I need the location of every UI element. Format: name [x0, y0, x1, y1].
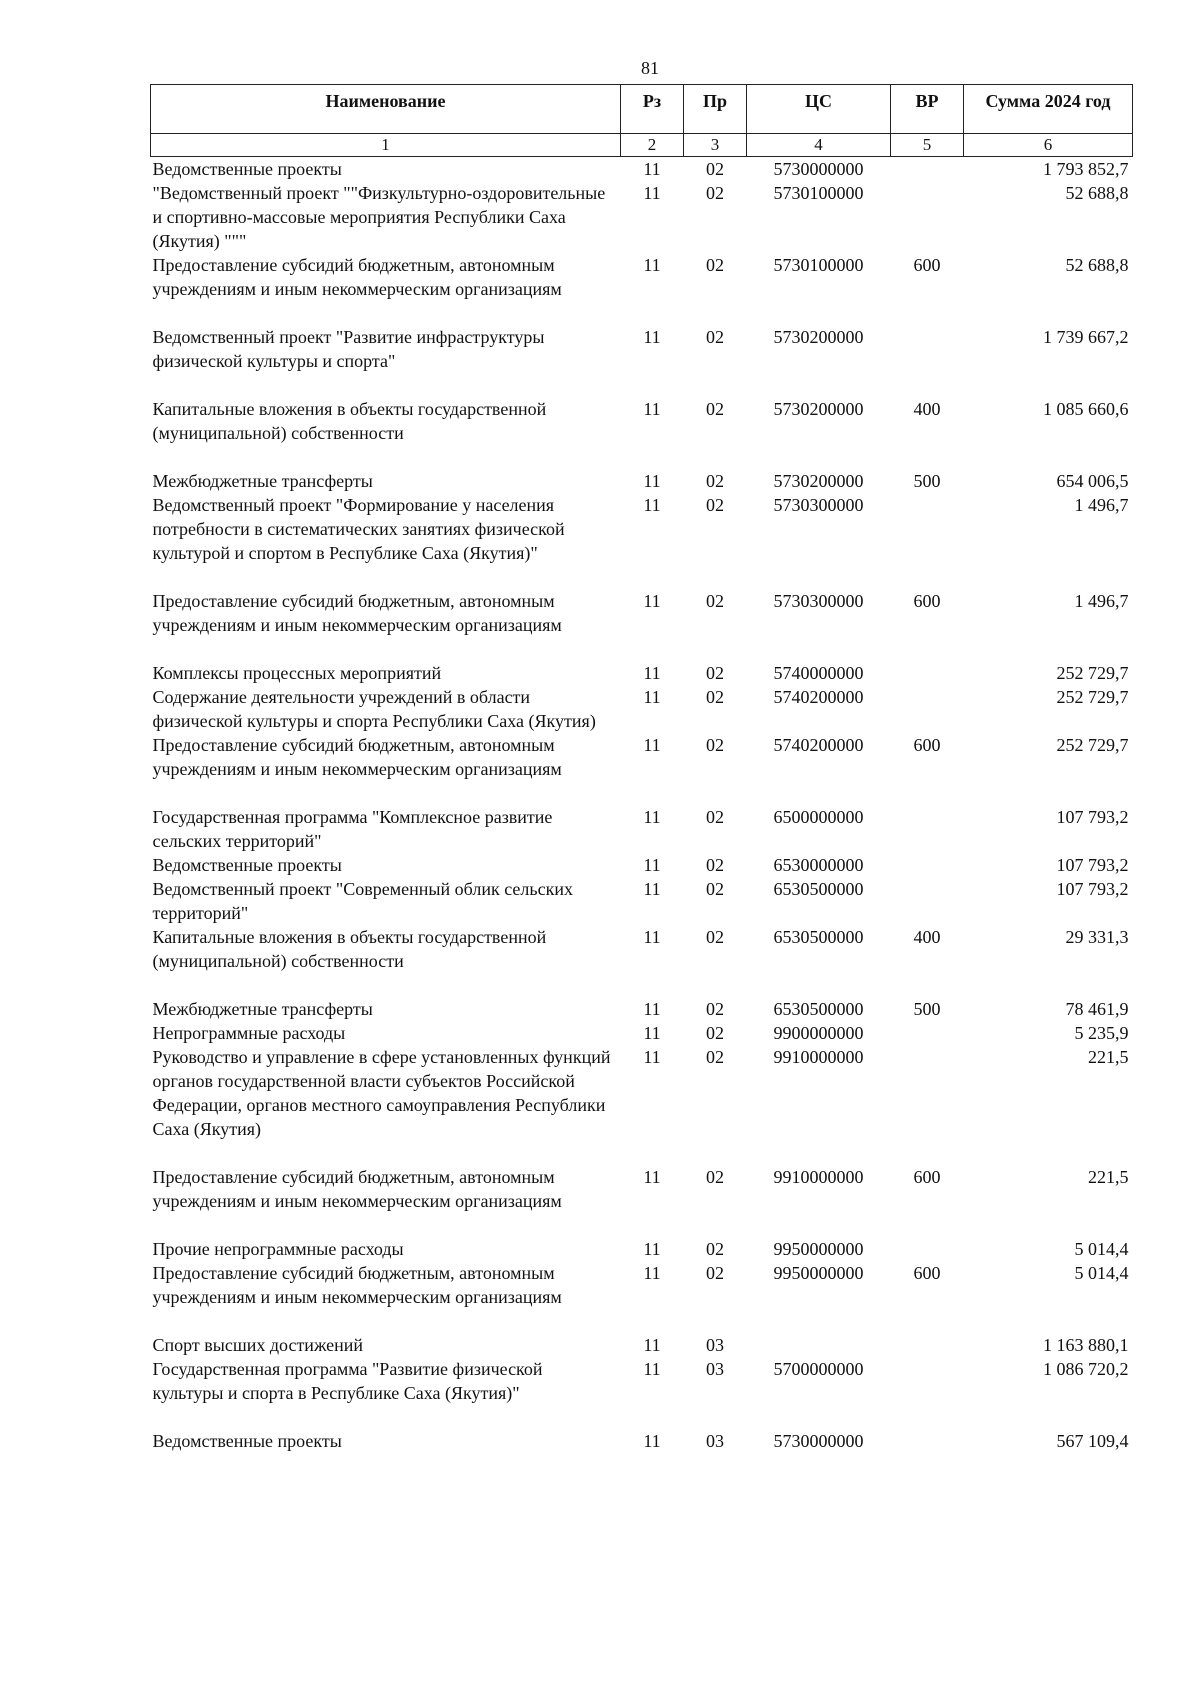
table-row: [151, 325, 1133, 397]
row-sum: 252 729,7: [1056, 687, 1129, 707]
row-sum: 52 688,8: [1065, 255, 1129, 275]
row-name: Предоставление субсидий бюджетным, автономным учреждениям и иным некоммерческим организациям: [152, 1263, 562, 1307]
row-pr: 02: [706, 471, 724, 491]
row-pr: 02: [706, 1167, 724, 1187]
row-pr: 02: [706, 807, 724, 827]
table-row: [151, 733, 1133, 805]
row-cs: 5740200000: [773, 687, 864, 707]
row-name: Государственная программа "Развитие физической культуры и спорта в Республике Саха (Якутия)": [152, 1359, 543, 1403]
row-sum: 78 461,9: [1065, 999, 1129, 1019]
column-number: 1: [151, 134, 621, 157]
row-cs: 5730100000: [773, 183, 864, 203]
row-cs: 6500000000: [773, 807, 864, 827]
row-rz: 11: [643, 687, 661, 707]
row-name: Прочие непрограммные расходы: [152, 1239, 404, 1259]
row-rz: 11: [643, 471, 661, 491]
row-sum: 252 729,7: [1056, 735, 1129, 755]
row-pr: 02: [706, 159, 724, 179]
table-row: [151, 1429, 1133, 1453]
row-name: Руководство и управление в сфере установленных функций органов государственной власти субъектов Российской Федерации, органов местного самоуправления Республики Саха (Якутия): [152, 1047, 611, 1139]
row-sum: 221,5: [1088, 1047, 1129, 1067]
row-rz: 11: [643, 879, 661, 899]
row-name: Ведомственные проекты: [152, 1431, 342, 1451]
row-vr: 600: [913, 1263, 941, 1283]
row-name: Ведомственный проект "Современный облик сельских территорий": [152, 879, 573, 923]
table-row: [151, 1357, 1133, 1429]
table-row: [151, 1045, 1133, 1165]
table-row: [151, 493, 1133, 589]
row-rz: 11: [643, 1359, 661, 1379]
row-vr: [891, 325, 964, 397]
table-row: [151, 685, 1133, 733]
row-name: Спорт высших достижений: [152, 1335, 364, 1355]
row-name: Межбюджетные трансферты: [152, 471, 373, 491]
row-cs: 9900000000: [773, 1023, 864, 1043]
table-body: [151, 157, 1133, 1454]
table-row: [151, 397, 1133, 469]
table-row: [151, 925, 1133, 997]
row-sum: 107 793,2: [1056, 807, 1129, 827]
row-vr: [891, 805, 964, 853]
row-cs: [747, 1333, 891, 1357]
row-vr: [891, 661, 964, 685]
row-vr: [891, 853, 964, 877]
header-row: [151, 85, 1133, 134]
row-sum: 1 739 667,2: [1043, 327, 1129, 347]
row-pr: 02: [706, 879, 724, 899]
row-sum: 1 086 720,2: [1043, 1359, 1129, 1379]
table-row: [151, 181, 1133, 253]
row-pr: 02: [706, 591, 724, 611]
row-vr: [891, 1357, 964, 1429]
row-vr: [891, 181, 964, 253]
row-vr: 600: [913, 591, 941, 611]
row-rz: 11: [643, 999, 661, 1019]
row-cs: 9910000000: [773, 1167, 864, 1187]
row-vr: [891, 157, 964, 182]
row-pr: 02: [706, 999, 724, 1019]
row-vr: [891, 1429, 964, 1453]
row-name: Предоставление субсидий бюджетным, автономным учреждениям и иным некоммерческим организациям: [152, 591, 562, 635]
row-rz: 11: [643, 735, 661, 755]
row-name: Комплексы процессных мероприятий: [152, 663, 442, 683]
row-cs: 6530500000: [773, 879, 864, 899]
row-sum: 252 729,7: [1056, 663, 1129, 683]
row-rz: 11: [643, 399, 661, 419]
table-row: [151, 805, 1133, 853]
column-number: 6: [964, 134, 1133, 157]
row-vr: 600: [913, 255, 941, 275]
budget-table-container: [150, 84, 1132, 1453]
row-rz: 11: [643, 1047, 661, 1067]
row-rz: 11: [643, 591, 661, 611]
row-cs: 5730300000: [773, 591, 864, 611]
row-pr: 02: [706, 495, 724, 515]
row-sum: 5 014,4: [1074, 1263, 1129, 1283]
column-number: 5: [891, 134, 964, 157]
row-cs: 6530500000: [773, 927, 864, 947]
row-pr: 02: [706, 735, 724, 755]
row-rz: 11: [643, 855, 661, 875]
row-sum: 107 793,2: [1056, 855, 1129, 875]
table-row: [151, 1261, 1133, 1333]
row-cs: 5730000000: [773, 159, 864, 179]
row-sum: 1 085 660,6: [1043, 399, 1129, 419]
row-rz: 11: [643, 255, 661, 275]
row-sum: 52 688,8: [1065, 183, 1129, 203]
column-number: 3: [684, 134, 747, 157]
table-row: [151, 997, 1133, 1021]
row-pr: 02: [706, 183, 724, 203]
row-vr: [891, 1045, 964, 1165]
row-vr: [891, 877, 964, 925]
table-row: [151, 877, 1133, 925]
header-vr: ВР: [891, 85, 964, 134]
row-cs: 9910000000: [773, 1047, 864, 1067]
row-cs: 5730200000: [773, 471, 864, 491]
row-vr: [891, 685, 964, 733]
row-pr: 02: [706, 927, 724, 947]
row-name: Ведомственные проекты: [152, 855, 342, 875]
row-name: Предоставление субсидий бюджетным, автономным учреждениям и иным некоммерческим организациям: [152, 1167, 562, 1211]
row-rz: 11: [643, 1023, 661, 1043]
row-vr: 500: [913, 471, 941, 491]
row-name: Предоставление субсидий бюджетным, автономным учреждениям и иным некоммерческим организациям: [152, 255, 562, 299]
row-sum: 654 006,5: [1056, 471, 1129, 491]
row-name: Непрограммные расходы: [152, 1023, 346, 1043]
row-cs: 9950000000: [773, 1239, 864, 1259]
header-pr: Пр: [684, 85, 747, 134]
column-number-row: [151, 134, 1133, 157]
row-cs: 5740200000: [773, 735, 864, 755]
row-cs: 5730000000: [773, 1431, 864, 1451]
row-cs: 5740000000: [773, 663, 864, 683]
table-header: [151, 85, 1133, 157]
row-name: Предоставление субсидий бюджетным, автономным учреждениям и иным некоммерческим организациям: [152, 735, 562, 779]
row-pr: 02: [706, 855, 724, 875]
table-row: [151, 589, 1133, 661]
row-sum: 1 496,7: [1074, 495, 1129, 515]
table-row: [151, 1237, 1133, 1261]
row-vr: 500: [913, 999, 941, 1019]
row-sum: 1 793 852,7: [1043, 159, 1129, 179]
row-vr: 400: [913, 927, 941, 947]
row-pr: 03: [706, 1359, 724, 1379]
row-name: Межбюджетные трансферты: [152, 999, 373, 1019]
row-name: Содержание деятельности учреждений в области физической культуры и спорта Республики Саха (Якутия): [152, 687, 596, 731]
row-rz: 11: [643, 1431, 661, 1451]
row-pr: 02: [706, 1263, 724, 1283]
row-rz: 11: [643, 1167, 661, 1187]
row-sum: 5 014,4: [1074, 1239, 1129, 1259]
row-name: Государственная программа "Комплексное развитие сельских территорий": [152, 807, 553, 851]
row-cs: 5730200000: [773, 327, 864, 347]
header-name: Наименование: [151, 85, 621, 134]
row-rz: 11: [643, 1239, 661, 1259]
row-vr: 600: [913, 735, 941, 755]
row-cs: 5730100000: [773, 255, 864, 275]
row-cs: 9950000000: [773, 1263, 864, 1283]
row-rz: 11: [643, 159, 661, 179]
row-vr: [891, 1333, 964, 1357]
row-rz: 11: [643, 183, 661, 203]
table-row: [151, 469, 1133, 493]
row-name: Ведомственные проекты: [152, 159, 342, 179]
row-vr: [891, 493, 964, 589]
row-pr: 02: [706, 687, 724, 707]
row-pr: 02: [706, 399, 724, 419]
row-sum: 567 109,4: [1056, 1431, 1129, 1451]
header-sum: Сумма 2024 год: [964, 85, 1133, 134]
budget-table: [150, 84, 1133, 1453]
column-number: 4: [747, 134, 891, 157]
row-cs: 5730300000: [773, 495, 864, 515]
row-cs: 5730200000: [773, 399, 864, 419]
header-rz: Рз: [621, 85, 684, 134]
row-pr: 02: [706, 1047, 724, 1067]
row-pr: 03: [706, 1335, 724, 1355]
row-sum: 29 331,3: [1065, 927, 1129, 947]
table-row: [151, 1165, 1133, 1237]
header-cs: ЦС: [747, 85, 891, 134]
row-rz: 11: [643, 927, 661, 947]
row-pr: 02: [706, 255, 724, 275]
table-row: [151, 661, 1133, 685]
row-rz: 11: [643, 1263, 661, 1283]
row-vr: [891, 1237, 964, 1261]
table-row: [151, 853, 1133, 877]
table-row: [151, 1021, 1133, 1045]
row-sum: 1 496,7: [1074, 591, 1129, 611]
row-pr: 02: [706, 663, 724, 683]
row-sum: 1 163 880,1: [1043, 1335, 1129, 1355]
row-rz: 11: [643, 663, 661, 683]
row-name: "Ведомственный проект ""Физкультурно-оздоровительные и спортивно-массовые мероприятия Республики Саха (Якутия) """: [152, 183, 606, 251]
page-number: 81: [641, 58, 659, 78]
row-pr: 02: [706, 327, 724, 347]
row-pr: 02: [706, 1023, 724, 1043]
row-rz: 11: [643, 495, 661, 515]
row-rz: 11: [643, 807, 661, 827]
row-rz: 11: [643, 327, 661, 347]
row-sum: 5 235,9: [1074, 1023, 1129, 1043]
row-name: Ведомственный проект "Развитие инфраструктуры физической культуры и спорта": [152, 327, 545, 371]
row-rz: 11: [643, 1335, 661, 1355]
table-row: [151, 157, 1133, 182]
row-vr: 600: [913, 1167, 941, 1187]
row-name: Капитальные вложения в объекты государственной (муниципальной) собственности: [152, 927, 547, 971]
row-sum: 107 793,2: [1056, 879, 1129, 899]
table-row: [151, 1333, 1133, 1357]
column-number: 2: [621, 134, 684, 157]
row-name: Ведомственный проект "Формирование у населения потребности в систематических занятиях физической культурой и спортом в Республике Саха (Якутия)": [152, 495, 565, 563]
row-pr: 02: [706, 1239, 724, 1259]
row-vr: [891, 1021, 964, 1045]
table-row: [151, 253, 1133, 325]
row-cs: 5700000000: [773, 1359, 864, 1379]
row-sum: 221,5: [1088, 1167, 1129, 1187]
row-vr: 400: [913, 399, 941, 419]
row-pr: 03: [706, 1431, 724, 1451]
row-name: Капитальные вложения в объекты государственной (муниципальной) собственности: [152, 399, 547, 443]
row-cs: 6530500000: [773, 999, 864, 1019]
row-cs: 6530000000: [773, 855, 864, 875]
